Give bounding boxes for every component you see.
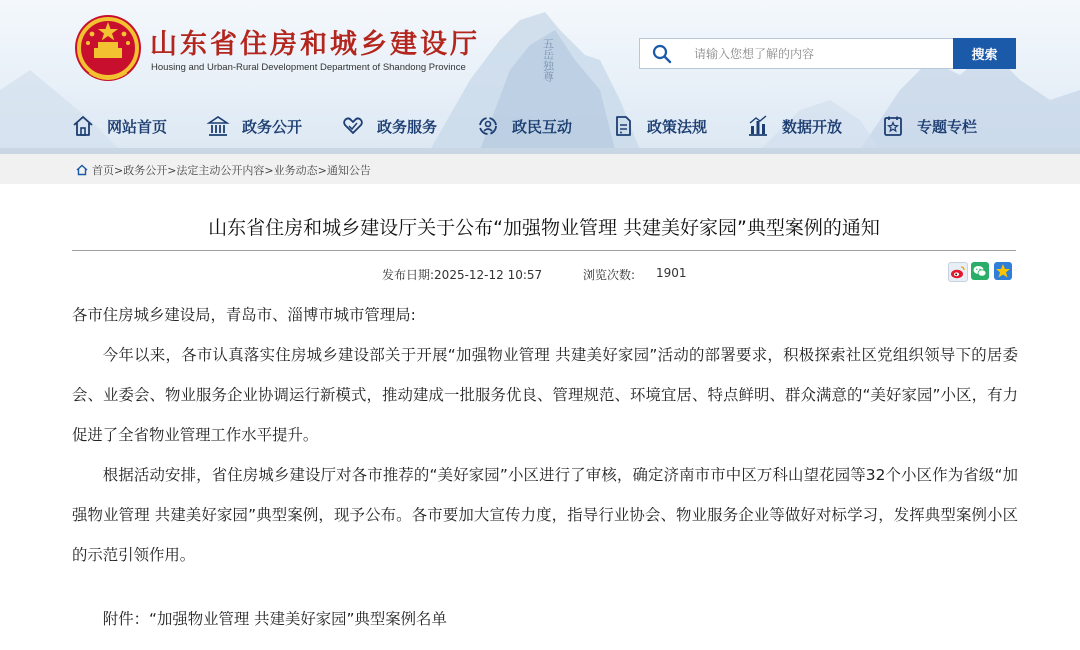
publish-date: 2025-12-12 10:57 bbox=[434, 268, 543, 282]
nav-item-public-interaction[interactable] bbox=[476, 104, 572, 148]
national-emblem-logo bbox=[72, 12, 144, 86]
search-button[interactable]: 搜索 bbox=[953, 38, 1016, 69]
views-label: 浏览次数: bbox=[583, 268, 636, 282]
article-paragraph: 根据活动安排，省住房城乡建设厅对各市推荐的“美好家园”小区进行了审核，确定济南市市中区万科山望花园等32个小区作为省级“加强物业管理 共建美好家园”典型案例，现予公布。各市要加大宣传力度，指导行业协会、物业服务企业等做好对标学习，发挥典型案例小区的示范引领作用。 bbox=[72, 466, 1018, 564]
article-paragraph: 今年以来，各市认真落实住房城乡建设部关于开展“加强物业管理 共建美好家园”活动的部署要求，积极探索社区党组织领导下的居委会、业委会、物业服务企业协调运行新模式，推动建成一批服务优良、管理规范、环境宜居、特点鲜明、群众满意的“美好家园”小区，有力促进了全省物业管理工作水平提升。 bbox=[72, 346, 1018, 444]
nav-item-government-affairs[interactable] bbox=[206, 104, 302, 148]
nav-item-open-data[interactable] bbox=[746, 104, 842, 148]
search-icon bbox=[652, 44, 672, 64]
nav-item-label: 专题专栏 bbox=[917, 117, 978, 136]
interaction-icon bbox=[476, 114, 500, 138]
breadcrumb-bar bbox=[0, 154, 1080, 184]
site-subtitle: Housing and Urban-Rural Development Department of Shandong Province bbox=[151, 62, 466, 73]
wechat-icon[interactable] bbox=[971, 262, 989, 280]
nav-item-label: 政民互动 bbox=[512, 117, 573, 136]
nav-item-label: 政务服务 bbox=[377, 117, 438, 136]
home-icon bbox=[71, 114, 95, 138]
mountain-inscription: 五岳独尊 bbox=[541, 38, 555, 82]
bar-chart-icon bbox=[746, 114, 770, 138]
salutation: 各市住房城乡建设局，青岛市、淄博市城市管理局: bbox=[72, 306, 416, 324]
document-icon bbox=[611, 114, 635, 138]
main-nav bbox=[0, 104, 1080, 148]
breadcrumb bbox=[76, 162, 371, 178]
qzone-icon[interactable] bbox=[994, 262, 1012, 280]
attachment-link[interactable]: 附件：“加强物业管理 共建美好家园”典型案例名单 bbox=[102, 610, 447, 628]
star-note-icon bbox=[881, 114, 905, 138]
article-title: 山东省住房和城乡建设厅关于公布“加强物业管理 共建美好家园”典型案例的通知 bbox=[208, 217, 880, 239]
publish-date-label: 发布日期: bbox=[382, 268, 435, 282]
nav-item-policies-regulations[interactable] bbox=[611, 104, 707, 148]
home-icon[interactable] bbox=[76, 164, 88, 176]
nav-item-label: 政策法规 bbox=[647, 117, 708, 136]
nav-item-home[interactable] bbox=[71, 104, 167, 148]
site-title[interactable]: 山东省住房和城乡建设厅 bbox=[150, 29, 480, 60]
nav-item-label: 政务公开 bbox=[242, 117, 303, 136]
publish-info bbox=[382, 266, 542, 283]
government-building-icon bbox=[206, 114, 230, 138]
nav-item-label: 数据开放 bbox=[782, 117, 843, 136]
heart-hands-icon bbox=[341, 114, 365, 138]
search-bar bbox=[639, 38, 1016, 69]
nav-item-special-topics[interactable] bbox=[881, 104, 977, 148]
nav-item-label: 网站首页 bbox=[107, 117, 168, 136]
site-header bbox=[0, 0, 1080, 150]
title-divider bbox=[72, 250, 1016, 251]
view-count: 1901 bbox=[656, 266, 687, 280]
search-input[interactable] bbox=[694, 39, 944, 68]
breadcrumb-text[interactable]: 首页>政务公开>法定主动公开内容>业务动态>通知公告 bbox=[92, 164, 371, 177]
nav-item-government-services[interactable] bbox=[341, 104, 437, 148]
weibo-icon[interactable] bbox=[948, 262, 968, 282]
